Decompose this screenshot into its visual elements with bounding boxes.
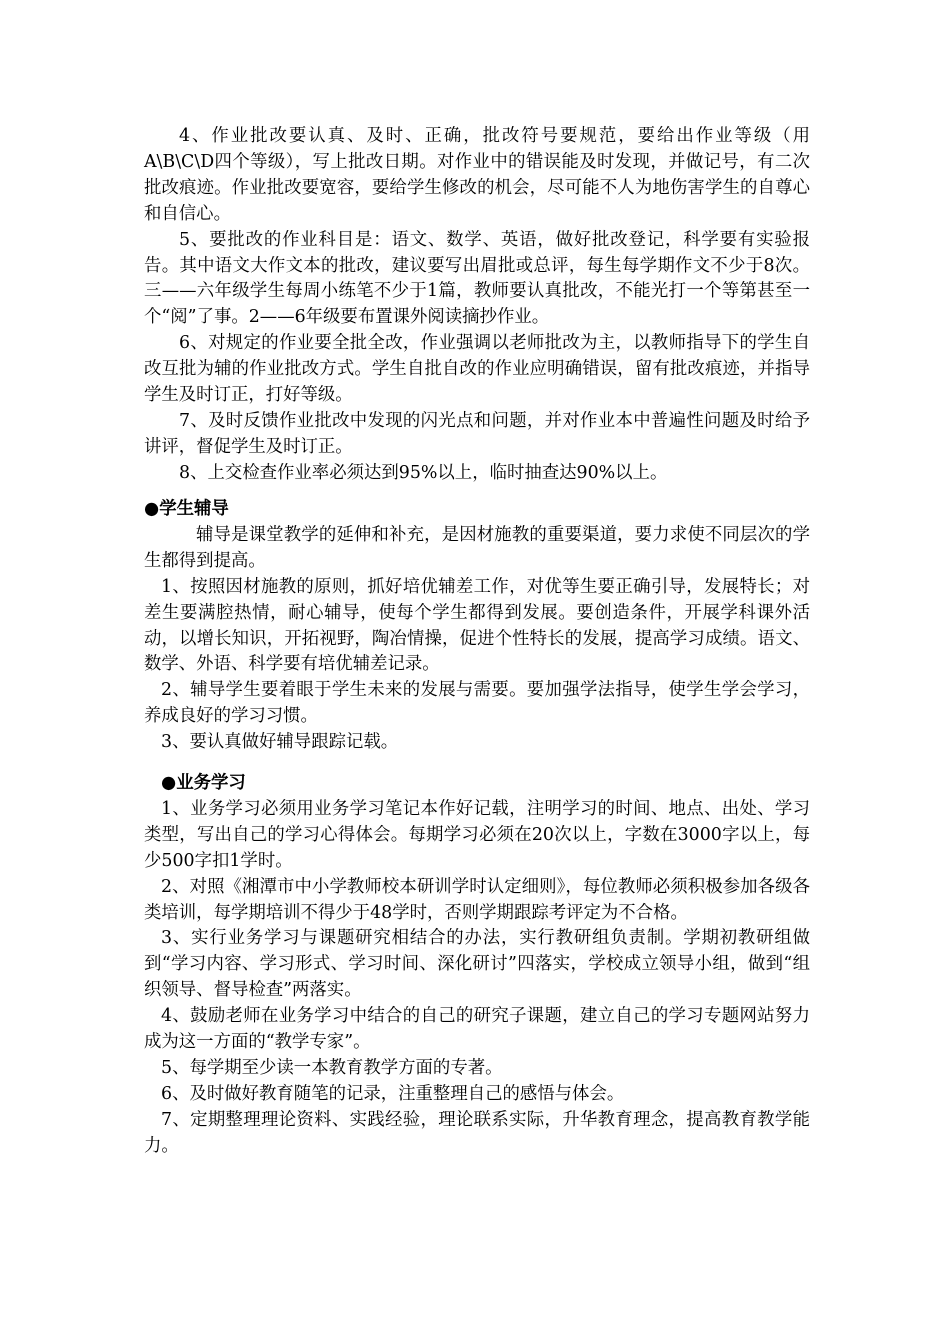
study-section (144, 771, 810, 1160)
paragraph-6: 6、对规定的作业要全批全改，作业强调以老师批改为主，以教师指导下的学生自改互批为辅的作业批改方式。学生自批自改的作业应明确错误，留有批改痕迹，并指导学生及时订正，打好等级。 (144, 333, 810, 406)
study-item-7: 7、定期整理理论资料、实践经验，理论联系实际，升华教育理念，提高教育教学能力。 (144, 1109, 810, 1156)
paragraph-4: 4、作业批改要认真、及时、正确，批改符号要规范，要给出作业等级（用A\B\C\D四个等级），写上批改日期。对作业中的错误能及时发现，并做记号，有二次批改痕迹。作业批改要宽容，要给学生修改的机会，尽可能不人为地伤害学生的自尊心和自信心。 (144, 126, 810, 224)
heading-text: 业务学习 (176, 773, 246, 793)
paragraph-5: 5、要批改的作业科目是：语文、数学、英语，做好批改登记，科学要有实验报告。其中语文大作文本的批改，建议要写出眉批或总评，每生每学期作文不少于8次。三——六年级学生每周小练笔不少于1篇，教师要认真批改，不能光打一个等第甚至一个“阅”了事。2——6年级要布置课外阅读摘抄作业。 (144, 229, 810, 328)
bullet-icon: ● (144, 499, 160, 519)
tutoring-item-3: 3、要认真做好辅导跟踪记载。 (161, 732, 399, 753)
study-item-1: 1、业务学习必须用业务学习笔记本作好记载，注明学习的时间、地点、出处、学习类型，写出自己的学习心得体会。每期学习必须在20次以上，字数在3000字以上，每少500字扣1学时。 (144, 798, 810, 871)
tutoring-intro: 辅导是课堂教学的延伸和补充，是因材施教的重要渠道，要力求使不同层次的学生都得到提高。 (144, 524, 810, 571)
homework-section (144, 124, 810, 487)
heading-text: 学生辅导 (159, 499, 229, 519)
tutoring-item-2: 2、辅导学生要着眼于学生未来的发展与需要。要加强学法指导，使学生学会学习，养成良好的学习习惯。 (144, 680, 810, 727)
section-heading-tutoring (144, 497, 810, 523)
bullet-icon: ● (161, 773, 177, 793)
section-heading-study (144, 771, 810, 797)
study-item-3: 3、实行业务学习与课题研究相结合的办法，实行教研组负责制。学期初教研组做到“学习内容、学习形式、学习时间、深化研讨”四落实，学校成立领导小组，做到“组织领导、督导检查”两落实。 (144, 928, 810, 1001)
study-item-6: 6、及时做好教育随笔的记录，注重整理自己的感悟与体会。 (161, 1083, 625, 1104)
paragraph-8: 8、上交检查作业率必须达到95%以上，临时抽查达90%以上。 (179, 462, 668, 483)
paragraph-7: 7、及时反馈作业批改中发现的闪光点和问题，并对作业本中普遍性问题及时给予讲评，督促学生及时订正。 (144, 410, 810, 457)
study-item-4: 4、鼓励老师在业务学习中结合的自己的研究子课题，建立自己的学习专题网站努力成为这一方面的“教学专家”。 (144, 1006, 810, 1053)
tutoring-item-1: 1、按照因材施教的原则，抓好培优辅差工作，对优等生要正确引导，发展特长；对差生要满腔热情，耐心辅导，使每个学生都得到发展。要创造条件，开展学科课外活动，以增长知识，开拓视野，陶冶情操，促进个性特长的发展，提高学习成绩。语文、数学、外语、科学要有培优辅差记录。 (144, 576, 810, 675)
study-item-2: 2、对照《湘潭市中小学教师校本研训学时认定细则》，每位教师必须积极参加各级各类培训，每学期培训不得少于48学时，否则学期跟踪考评定为不合格。 (144, 876, 810, 923)
study-item-5: 5、每学期至少读一本教育教学方面的专著。 (161, 1057, 503, 1078)
tutoring-section (144, 497, 810, 756)
